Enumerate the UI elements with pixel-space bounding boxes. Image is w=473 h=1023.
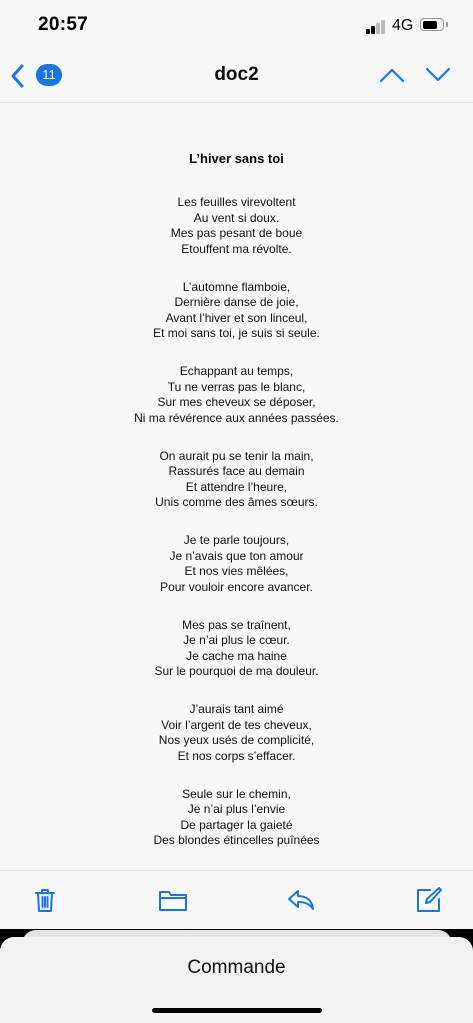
poem-line: Je n’avais que ton amour [169,548,304,563]
trash-icon [30,885,60,915]
stanza [0,787,473,849]
poem-line: Et nos vies mêlées, [184,564,289,578]
poem-line: Et attendre l’heure, [185,479,288,494]
poem-line: Je n’ai plus l’envie [187,802,286,816]
poem-title: L’hiver sans toi [189,151,284,166]
poem-line: Tu ne verras pas le blanc, [167,379,306,394]
poem-line: Et moi sans toi, je suis si seule. [153,326,320,340]
compose-icon [414,885,444,915]
poem-line: Mes pas se traînent, [182,617,291,632]
status-bar [0,0,473,50]
chevron-left-icon [10,64,26,88]
stanza [0,618,473,680]
chevron-down-icon [424,64,452,86]
poem-line: Je cache ma haine [186,648,287,663]
poem-line: Et nos corps s’effacer. [177,748,296,763]
document-name: doc2 [214,64,259,85]
stanza [0,364,473,426]
poem-line: Echappant au temps, [179,364,294,378]
unread-count-badge: 11 [36,64,62,86]
poem-line: Je n’ai plus le cœur. [183,633,290,647]
signal-icon [366,20,388,34]
poem-line: Sur mes cheveux se déposer, [157,395,316,409]
poem-line: Seule sur le chemin, [182,786,291,801]
next-message-button[interactable] [424,64,452,86]
poem-line: On aurait pu se tenir la main, [159,448,314,463]
stanza [0,449,473,511]
sheet-title: Commande [187,957,286,978]
stanza [0,533,473,595]
reply-icon [286,885,316,915]
poem-line: Dernière danse de joie, [174,295,299,309]
folder-icon [158,885,188,915]
poem-line: Pour vouloir encore avancer. [160,579,313,594]
delete-button[interactable] [30,885,60,915]
navigation-bar [0,50,473,103]
poem-line: Voir l’argent de tes cheveux, [161,717,312,732]
stanza [0,702,473,764]
poem-line: L’automne flamboie, [182,279,291,294]
compose-button[interactable] [414,885,444,915]
back-button[interactable] [10,62,70,90]
poem-line: Les feuilles virevoltent [177,195,296,209]
poem-line: Rassurés face au demain [168,464,305,478]
chevron-up-icon [378,64,406,86]
poem-line: Au vent si doux. [193,210,280,225]
poem-line: Je te parle toujours, [183,533,290,547]
network-type: 4G [392,17,414,34]
status-time: 20:57 [38,14,89,35]
poem-line: Etouffent ma révolte. [181,241,292,256]
home-indicator[interactable] [152,1008,322,1013]
document-viewer[interactable] [0,103,473,869]
poem-body [0,195,473,956]
poem-line: Sur le pourquoi de ma douleur. [154,664,319,678]
poem-line: Nos yeux usés de complicité, [158,733,315,747]
battery-icon [420,18,444,31]
previous-message-button[interactable] [378,64,406,86]
poem-line: Mes pas pesant de boue [170,226,303,240]
move-to-folder-button[interactable] [158,885,188,915]
poem-line: Ni ma révérence aux années passées. [134,410,339,425]
bottom-toolbar [0,870,473,929]
command-sheet[interactable] [0,937,473,1023]
reply-button[interactable] [286,885,316,915]
poem-line: J’aurais tant aimé [189,702,284,716]
stanza [0,280,473,342]
stanza [0,195,473,257]
poem-line: De partager la gaieté [180,817,293,832]
poem-line: Des blondes étincelles puînées [153,833,320,847]
poem-line: Avant l’hiver et son linceul, [165,310,308,325]
poem-line: Unis comme des âmes sœurs. [155,495,318,509]
